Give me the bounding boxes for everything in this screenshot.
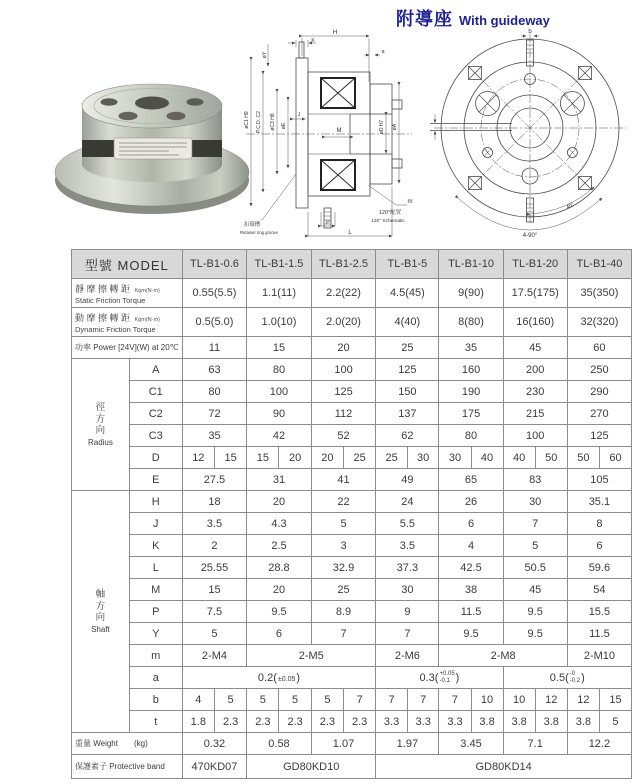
dimension-key: E <box>129 469 182 491</box>
dimension-key: K <box>129 535 182 557</box>
table-cell: 20 <box>247 491 312 513</box>
groove-zh-label: 扣環槽 <box>243 222 261 228</box>
table-cell: 5.5 <box>376 513 439 535</box>
table-cell: 9.5 <box>439 623 503 645</box>
table-cell: 25 <box>376 447 408 469</box>
table-cell: 1.0(10) <box>247 308 312 337</box>
dim-E-label: øE <box>281 122 287 130</box>
table-cell: 20 <box>279 447 311 469</box>
table-cell: 2-M8 <box>439 645 567 667</box>
table-cell: 32(320) <box>567 308 631 337</box>
dim-L-label: L <box>348 230 352 236</box>
table-row <box>72 601 632 623</box>
table-cell: 7 <box>376 623 439 645</box>
table-cell: 52 <box>311 425 376 447</box>
table-cell: 11.5 <box>567 623 631 645</box>
table-cell: 6 <box>439 513 503 535</box>
table-cell: 4 <box>439 535 503 557</box>
table-cell: 175 <box>439 403 503 425</box>
table-cell: 3.8 <box>471 711 503 733</box>
table-cell: 7 <box>407 689 439 711</box>
table-cell: 5 <box>503 535 567 557</box>
table-cell: 15.5 <box>567 601 631 623</box>
table-cell: 125 <box>567 425 631 447</box>
dimension-key: C1 <box>129 381 182 403</box>
model-header-cell: TL-B1-2.5 <box>311 250 376 279</box>
dim-H-label: H <box>332 30 338 36</box>
table-cell: 80 <box>439 425 503 447</box>
table-cell: 25.55 <box>182 557 247 579</box>
deg490-label: 4-90° <box>522 233 538 239</box>
table-cell: 7 <box>311 623 376 645</box>
table-cell: 6 <box>567 535 631 557</box>
table-cell: 2.3 <box>214 711 246 733</box>
table-cell: 50.5 <box>503 557 567 579</box>
table-cell: 1.97 <box>376 733 439 755</box>
row-label: 動摩擦轉距 Kgm(N·m) Dynamic Friction Torque <box>72 308 183 337</box>
table-cell: 100 <box>311 359 376 381</box>
model-header-cell: TL-B1-1.5 <box>247 250 312 279</box>
dim-b-label: b <box>528 29 532 35</box>
table-cell: 4 <box>182 689 214 711</box>
table-cell: 3.5 <box>182 513 247 535</box>
groove-en-label: Retainer ring groove <box>240 230 278 235</box>
dimension-key: H <box>129 491 182 513</box>
table-cell: 12 <box>567 689 599 711</box>
model-column-header: 型號 MODEL <box>72 250 183 279</box>
dimension-key: P <box>129 601 182 623</box>
table-cell: 2.0(20) <box>311 308 376 337</box>
table-cell: 18 <box>182 491 247 513</box>
dim-D-label: øD H7 <box>379 119 385 135</box>
table-row <box>72 755 632 779</box>
table-cell: 470KD07 <box>182 755 247 779</box>
clutch-body-illustration <box>55 84 249 214</box>
dimension-key: C3 <box>129 425 182 447</box>
table-cell: 160 <box>439 359 503 381</box>
table-cell: 60 <box>567 337 631 359</box>
table-cell: 1.1(11) <box>247 279 312 308</box>
table-cell: 27.5 <box>182 469 247 491</box>
section-drawing <box>238 22 418 244</box>
model-header-cell: TL-B1-10 <box>439 250 503 279</box>
table-cell: 16(160) <box>503 308 567 337</box>
table-row <box>72 425 632 447</box>
table-row <box>72 711 632 733</box>
table-cell: 15 <box>599 689 631 711</box>
table-cell: 0.3( +0.05 -0.1 ) <box>376 667 503 689</box>
table-cell: 3.8 <box>535 711 567 733</box>
table-cell: 7 <box>376 689 408 711</box>
row-label: 保護素子 Protective band <box>72 755 183 779</box>
table-cell: 60 <box>599 447 631 469</box>
schematic-zh-label: 120°配置 <box>378 210 402 216</box>
table-row <box>72 513 632 535</box>
dimension-key: Y <box>129 623 182 645</box>
table-row <box>72 535 632 557</box>
table-cell: 2.3 <box>344 711 376 733</box>
row-group-label: 軸 方 向 Shaft <box>72 491 130 733</box>
title-zh: 附導座 <box>396 9 453 29</box>
table-cell: 7 <box>503 513 567 535</box>
table-cell: 5 <box>311 513 376 535</box>
table-cell: 12.2 <box>567 733 631 755</box>
table-cell: 5 <box>279 689 311 711</box>
table-cell: 17.5(175) <box>503 279 567 308</box>
table-row <box>72 279 632 308</box>
table-cell: 10 <box>503 689 535 711</box>
table-cell: 7 <box>344 689 376 711</box>
dimension-lines <box>251 36 407 236</box>
table-cell: 190 <box>439 381 503 403</box>
title-en: With guideway <box>459 13 550 28</box>
table-cell: 50 <box>567 447 599 469</box>
product-photo <box>52 56 252 218</box>
table-row <box>72 645 632 667</box>
table-cell: 45 <box>503 579 567 601</box>
table-cell: 150 <box>376 381 439 403</box>
table-cell: 2 <box>182 535 247 557</box>
table-cell: 0.5( -0 -0.2 ) <box>503 667 631 689</box>
table-cell: 230 <box>503 381 567 403</box>
table-cell: 1.8 <box>182 711 214 733</box>
table-row <box>72 337 632 359</box>
table-cell: 31 <box>247 469 312 491</box>
table-cell: 90 <box>247 403 312 425</box>
table-cell: 9.5 <box>247 601 312 623</box>
table-cell: 15 <box>247 447 279 469</box>
dimension-key: C2 <box>129 403 182 425</box>
table-cell: 2.2(22) <box>311 279 376 308</box>
table-cell: 40 <box>503 447 535 469</box>
row-label: 靜摩擦轉距 Kgm(N·m) Static Friction Torque <box>72 279 183 308</box>
table-cell: 200 <box>503 359 567 381</box>
row-label: 重量 Weight (kg) <box>72 733 183 755</box>
table-cell: 37.3 <box>376 557 439 579</box>
table-row <box>72 623 632 645</box>
table-cell: 8 <box>567 513 631 535</box>
dimension-key: b <box>129 689 182 711</box>
table-cell: 0.2(±0.05) <box>182 667 376 689</box>
table-cell: 2-M4 <box>182 645 247 667</box>
table-cell: 80 <box>247 359 312 381</box>
dimension-key: L <box>129 557 182 579</box>
table-row <box>72 469 632 491</box>
dim-a-label: a <box>381 49 385 55</box>
table-cell: 3.8 <box>567 711 599 733</box>
deg45-label: 45° <box>565 201 576 211</box>
table-row <box>72 491 632 513</box>
table-cell: 26 <box>439 491 503 513</box>
table-cell: 50 <box>535 447 567 469</box>
table-cell: 15 <box>214 447 246 469</box>
table-cell: 10 <box>471 689 503 711</box>
table-cell: 30 <box>439 447 471 469</box>
table-cell: 9(90) <box>439 279 503 308</box>
table-cell: 20 <box>311 447 343 469</box>
table-cell: 25 <box>376 337 439 359</box>
table-cell: 28.8 <box>247 557 312 579</box>
table-cell: 3 <box>311 535 376 557</box>
spec-table <box>71 249 632 779</box>
table-cell: 35 <box>439 337 503 359</box>
table-cell: 5 <box>311 689 343 711</box>
table-cell: 25 <box>311 579 376 601</box>
table-cell: 45 <box>503 337 567 359</box>
table-cell: 2-M10 <box>567 645 631 667</box>
table-cell: 42.5 <box>439 557 503 579</box>
table-cell: 40 <box>471 447 503 469</box>
table-cell: 2.3 <box>279 711 311 733</box>
dimension-key: A <box>129 359 182 381</box>
table-cell: 112 <box>311 403 376 425</box>
model-header-cell: TL-B1-0.6 <box>182 250 247 279</box>
table-cell: 105 <box>567 469 631 491</box>
table-cell: 2-M5 <box>247 645 376 667</box>
table-cell: 2.5 <box>247 535 312 557</box>
dim-C1-label: øC1 H9 <box>244 111 250 129</box>
dimension-key: t <box>129 711 182 733</box>
table-cell: 38 <box>439 579 503 601</box>
table-cell: 30 <box>407 447 439 469</box>
schematic-en-label: 120° Schematic <box>371 219 405 224</box>
table-row <box>72 447 632 469</box>
table-cell: 49 <box>376 469 439 491</box>
row-label: 功率 Power [24V](W) at 20℃ <box>72 337 183 359</box>
table-cell: 24 <box>376 491 439 513</box>
table-cell: 30 <box>503 491 567 513</box>
table-cell: 0.58 <box>247 733 312 755</box>
table-cell: 1.07 <box>311 733 376 755</box>
table-cell: 20 <box>311 337 376 359</box>
dim-m-label: m <box>407 199 413 205</box>
table-cell: 3.8 <box>503 711 535 733</box>
table-cell: 250 <box>567 359 631 381</box>
table-cell: 8.9 <box>311 601 376 623</box>
table-cell: 2.3 <box>247 711 279 733</box>
table-cell: GD80KD14 <box>376 755 632 779</box>
table-row <box>72 579 632 601</box>
table-cell: 125 <box>376 359 439 381</box>
table-cell: 65 <box>439 469 503 491</box>
table-cell: 15 <box>247 337 312 359</box>
table-row <box>72 689 632 711</box>
table-cell: 25 <box>344 447 376 469</box>
model-header-cell: TL-B1-5 <box>376 250 439 279</box>
table-cell: 5 <box>214 689 246 711</box>
front-outline <box>430 34 626 224</box>
front-dimensions <box>435 36 602 230</box>
table-cell: 5 <box>599 711 631 733</box>
dim-J-label: J <box>297 112 301 118</box>
section-labels <box>240 30 413 236</box>
table-cell: 7.1 <box>503 733 567 755</box>
table-cell: 35(350) <box>567 279 631 308</box>
dim-A-label: øA <box>392 123 398 131</box>
table-cell: 7.5 <box>182 601 247 623</box>
table-cell: 100 <box>503 425 567 447</box>
table-cell: 22 <box>311 491 376 513</box>
dimension-key: J <box>129 513 182 535</box>
table-cell: 0.55(5.5) <box>182 279 247 308</box>
table-cell: 6 <box>247 623 312 645</box>
table-cell: 32.9 <box>311 557 376 579</box>
table-cell: 42 <box>247 425 312 447</box>
table-cell: 4.3 <box>247 513 312 535</box>
table-cell: 0.5(5.0) <box>182 308 247 337</box>
table-cell: 0.32 <box>182 733 247 755</box>
table-cell: 12 <box>535 689 567 711</box>
table-row <box>72 359 632 381</box>
table-cell: 4(40) <box>376 308 439 337</box>
table-cell: 4.5(45) <box>376 279 439 308</box>
table-cell: 9.5 <box>503 601 567 623</box>
table-cell: 3.3 <box>376 711 408 733</box>
dim-M-label: M <box>336 128 342 134</box>
table-cell: 3.5 <box>376 535 439 557</box>
dimension-key: a <box>129 667 182 689</box>
table-cell: 5 <box>247 689 279 711</box>
table-cell: 54 <box>567 579 631 601</box>
table-cell: 100 <box>247 381 312 403</box>
table-cell: 35 <box>182 425 247 447</box>
front-drawing <box>428 26 628 240</box>
table-row <box>72 381 632 403</box>
model-header-cell: TL-B1-20 <box>503 250 567 279</box>
table-cell: 3.3 <box>439 711 471 733</box>
table-cell: 137 <box>376 403 439 425</box>
table-cell: 2-M6 <box>376 645 439 667</box>
table-cell: 63 <box>182 359 247 381</box>
table-cell: 2.3 <box>311 711 343 733</box>
table-cell: 35.1 <box>567 491 631 513</box>
table-cell: 125 <box>311 381 376 403</box>
dimension-key: D <box>129 447 182 469</box>
table-cell: 290 <box>567 381 631 403</box>
table-cell: 72 <box>182 403 247 425</box>
table-cell: 7 <box>439 689 471 711</box>
model-header-cell: TL-B1-40 <box>567 250 631 279</box>
table-cell: 9 <box>376 601 439 623</box>
table-cell: 8(80) <box>439 308 503 337</box>
dim-C3-label: øC3 H8 <box>270 113 276 131</box>
table-header-row <box>72 250 632 279</box>
table-cell: GD80KD10 <box>247 755 376 779</box>
dim-PCD-label: P.C.D. C2 <box>256 111 262 133</box>
dim-Y-label: øY <box>262 51 268 59</box>
table-cell: 3.45 <box>439 733 503 755</box>
table-row <box>72 733 632 755</box>
table-row <box>72 403 632 425</box>
table-cell: 270 <box>567 403 631 425</box>
table-cell: 83 <box>503 469 567 491</box>
table-cell: 80 <box>182 381 247 403</box>
table-cell: 5 <box>182 623 247 645</box>
table-cell: 30 <box>376 579 439 601</box>
table-cell: 41 <box>311 469 376 491</box>
table-cell: 15 <box>182 579 247 601</box>
row-group-label: 徑 方 向 Radius <box>72 359 130 491</box>
dimension-key: m <box>129 645 182 667</box>
table-cell: 62 <box>376 425 439 447</box>
table-row <box>72 557 632 579</box>
table-row <box>72 308 632 337</box>
table-row <box>72 667 632 689</box>
dim-P-label: P <box>326 220 330 226</box>
dimension-key: M <box>129 579 182 601</box>
table-cell: 59.6 <box>567 557 631 579</box>
table-cell: 20 <box>247 579 312 601</box>
dim-K-label: K <box>311 38 315 44</box>
table-cell: 3.3 <box>407 711 439 733</box>
table-cell: 215 <box>503 403 567 425</box>
table-cell: 12 <box>182 447 214 469</box>
table-cell: 9.5 <box>503 623 567 645</box>
table-cell: 11.5 <box>439 601 503 623</box>
table-cell: 11 <box>182 337 247 359</box>
